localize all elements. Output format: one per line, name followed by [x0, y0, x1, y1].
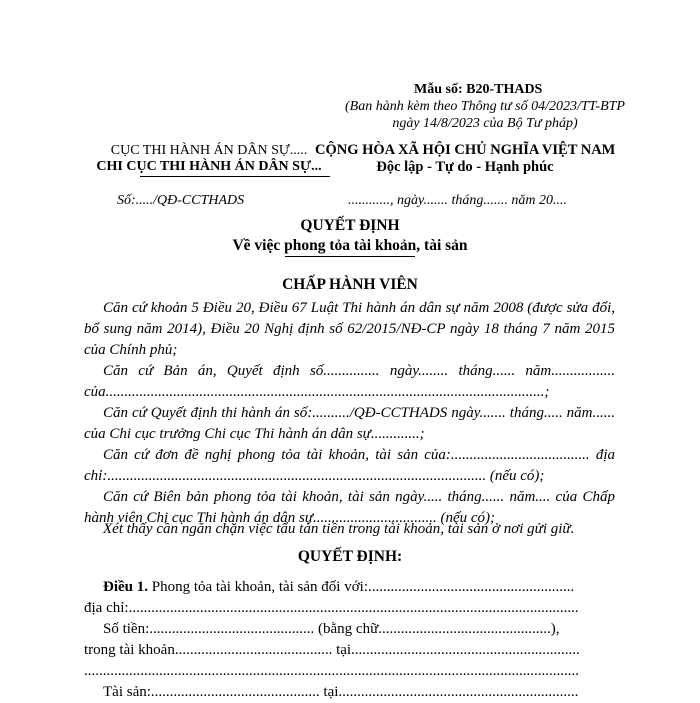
issued-note-line2: ngày 14/8/2023 của Bộ Tư pháp): [392, 116, 578, 131]
basis-paragraph-5: Căn cứ Biên bản phong tỏa tài khoản, tài sản ngày..... tháng...... năm.... của Chấp hành viên Chi cục Thi hành án dân sự................................. (nếu có);: [84, 489, 615, 526]
article1-line6: Tài sản:............................................. tại................................................................: [103, 684, 579, 700]
basis-paragraph-1: Căn cứ khoản 5 Điều 20, Điều 67 Luật Thi hành án dân sự năm 2008 (được sửa đổi, bổ sung năm 2014), Điều 20 Nghị định số 62/2015/NĐ-CP ngày 18 tháng 7 năm 2015 của Chính phủ;: [84, 300, 615, 358]
article1-line2: địa chỉ:........................................................................................................................: [84, 600, 579, 616]
decision-heading: QUYẾT ĐỊNH:: [297, 548, 403, 565]
form-code: Mẫu số: B20-THADS: [414, 82, 543, 97]
basis-paragraph-6: Xét thấy cần ngăn chặn việc tẩu tán tiền trong tài khoản, tài sản ở nơi gửi giữ.: [103, 521, 575, 537]
article1-line1: [84, 577, 615, 598]
national-motto: Độc lập - Tự do - Hạnh phúc: [376, 159, 554, 175]
agency-line2: CHI CỤC THI HÀNH ÁN DÂN SỰ...: [96, 159, 322, 174]
article1-line3: Số tiền:............................................ (bằng chữ..............................................),: [103, 621, 560, 637]
basis-paragraph-3: Căn cứ Quyết định thi hành án số:........../QĐ-CCTHADS ngày....... tháng..... năm...... của Chi cục trưởng Chi cục Thi hành án dân sự.............;: [84, 405, 615, 442]
issued-note-line1: (Ban hành kèm theo Thông tư số 04/2023/TT-BTP: [345, 99, 625, 114]
basis-paragraph-2: Căn cứ Bản án, Quyết định số............... ngày........ tháng...... năm................. của.....................................................................................................................;: [84, 363, 615, 400]
document-number: Số:...../QĐ-CCTHADS: [117, 193, 245, 208]
agency-underline: [140, 176, 330, 177]
article1-label: Điều 1.: [103, 579, 148, 595]
article1-line5: ....................................................................................................................................: [84, 663, 579, 679]
date-place: ............, ngày....... tháng....... năm 20....: [348, 193, 567, 208]
authority-heading: CHẤP HÀNH VIÊN: [282, 276, 418, 293]
subtitle-underline: [285, 256, 415, 257]
article1-line4: trong tài khoản.......................................... tại.............................................................: [84, 642, 580, 658]
basis-paragraph-4: Căn cứ đơn đề nghị phong tỏa tài khoản, tài sản của:..................................... địa chỉ:..................................................................................................... (nếu có);: [84, 447, 615, 484]
national-title: CỘNG HÒA XÃ HỘI CHỦ NGHĨA VIỆT NAM: [315, 142, 616, 158]
document-subtitle: Về việc phong tỏa tài khoản, tài sản: [232, 237, 468, 254]
document-title: QUYẾT ĐỊNH: [300, 217, 400, 234]
article1-text: Phong tỏa tài khoản, tài sản đối với:.......................................................: [148, 579, 575, 595]
agency-line1: CỤC THI HÀNH ÁN DÂN SỰ.....: [110, 143, 308, 158]
